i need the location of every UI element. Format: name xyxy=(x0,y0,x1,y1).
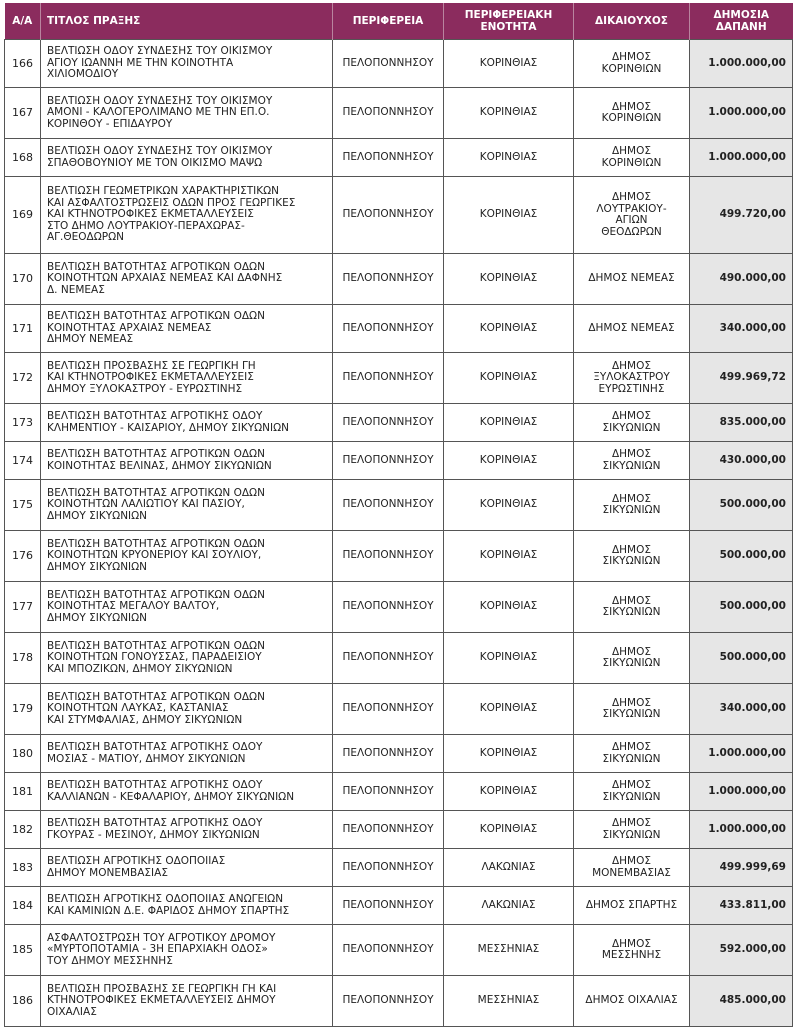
project-title-line: ΒΕΛΤΙΩΣΗ ΠΡΟΣΒΑΣΗΣ ΣΕ ΓΕΩΡΓΙΚΗ ΓΗ ΚΑΙ xyxy=(47,982,277,995)
table-row xyxy=(5,735,793,773)
project-title xyxy=(41,88,333,139)
regional-unit-cell: ΚΟΡΙΝΘΙΑΣ xyxy=(444,633,574,684)
region-cell: ΠΕΛΟΠΟΝΝΗΣΟΥ xyxy=(333,925,444,976)
project-title xyxy=(41,442,333,480)
beneficiary-cell xyxy=(574,177,690,254)
project-title-line: ΤΟΥ ΔΗΜΟΥ ΜΕΣΣΗΝΗΣ xyxy=(47,954,173,967)
beneficiary-line: ΣΙΚΥΩΝΙΩΝ xyxy=(602,708,661,720)
project-title-line: ΒΕΛΤΙΩΣΗ ΒΑΤΟΤΗΤΑΣ ΑΓΡΟΤΙΚΩΝ ΟΔΩΝ xyxy=(47,486,265,499)
beneficiary-line: ΜΟΝΕΜΒΑΣΙΑΣ xyxy=(592,866,671,879)
beneficiary-line: ΕΥΡΩΣΤΙΝΗΣ xyxy=(598,382,665,395)
public-cost-cell: 1.000.000,00 xyxy=(690,811,793,849)
header-regional-unit xyxy=(444,3,574,40)
beneficiary-cell xyxy=(574,531,690,582)
table-row xyxy=(5,40,793,88)
project-title-line: ΚΑΙ ΚΑΜΙΝΙΩΝ Δ.Ε. ΦΑΡΙΔΟΣ ΔΗΜΟΥ ΣΠΑΡΤΗΣ xyxy=(47,904,290,917)
project-title-line: ΑΓ.ΘΕΟΔΩΡΩΝ xyxy=(47,231,124,244)
header-aa: Α/Α xyxy=(5,3,41,40)
document-page xyxy=(4,3,792,1027)
beneficiary-cell xyxy=(574,480,690,531)
beneficiary-line: ΔΗΜΟΣ xyxy=(611,543,652,556)
beneficiary-cell xyxy=(574,404,690,442)
table-header-row xyxy=(5,3,793,40)
public-cost-cell: 499.969,72 xyxy=(690,353,793,404)
project-title-line: ΒΕΛΤΙΩΣΗ ΟΔΟΥ ΣΥΝΔΕΣΗΣ ΤΟΥ ΟΙΚΙΣΜΟΥ xyxy=(47,145,273,157)
project-title xyxy=(41,254,333,305)
project-title-line: ΒΕΛΤΙΩΣΗ ΟΔΟΥ ΣΥΝΔΕΣΗΣ ΤΟΥ ΟΙΚΙΣΜΟΥ xyxy=(47,94,273,107)
beneficiary-line: ΑΓΙΩΝ xyxy=(615,214,648,226)
row-number: 179 xyxy=(5,684,41,735)
table-row xyxy=(5,887,793,925)
table-row xyxy=(5,480,793,531)
project-title xyxy=(41,582,333,633)
beneficiary-line: ΔΗΜΟΣ xyxy=(611,100,652,113)
beneficiary-cell xyxy=(574,976,690,1027)
region-cell: ΠΕΛΟΠΟΝΝΗΣΟΥ xyxy=(333,531,444,582)
beneficiary-cell xyxy=(574,88,690,139)
public-cost-cell: 340.000,00 xyxy=(690,305,793,353)
regional-unit-cell: ΚΟΡΙΝΘΙΑΣ xyxy=(444,442,574,480)
project-title-line: ΒΕΛΤΙΩΣΗ ΑΓΡΟΤΙΚΗΣ ΟΔΟΠΟΙΙΑΣ ΑΝΩΓΕΙΩΝ xyxy=(47,893,284,905)
public-cost-cell: 1.000.000,00 xyxy=(690,139,793,177)
beneficiary-line: ΔΗΜΟΣ xyxy=(611,645,652,658)
beneficiary-line: ΔΗΜΟΣ xyxy=(611,817,652,829)
public-cost-cell: 499.720,00 xyxy=(690,177,793,254)
project-title-line: ΒΕΛΤΙΩΣΗ ΟΔΟΥ ΣΥΝΔΕΣΗΣ ΤΟΥ ΟΙΚΙΣΜΟΥ xyxy=(47,45,273,58)
region-cell: ΠΕΛΟΠΟΝΝΗΣΟΥ xyxy=(333,633,444,684)
beneficiary-line: ΣΙΚΥΩΝΙΩΝ xyxy=(602,555,661,567)
project-title-line: ΚΑΙ ΜΠΟΖΙΚΩΝ, ΔΗΜΟΥ ΣΙΚΥΩΝΙΩΝ xyxy=(47,662,233,675)
beneficiary-line: ΞΥΛΟΚΑΣΤΡΟΥ xyxy=(593,371,670,384)
table-row xyxy=(5,531,793,582)
region-cell: ΠΕΛΟΠΟΝΝΗΣΟΥ xyxy=(333,139,444,177)
region-cell: ΠΕΛΟΠΟΝΝΗΣΟΥ xyxy=(333,735,444,773)
region-cell: ΠΕΛΟΠΟΝΝΗΣΟΥ xyxy=(333,353,444,404)
beneficiary-line: ΔΗΜΟΣ xyxy=(611,594,652,607)
regional-unit-cell: ΚΟΡΙΝΘΙΑΣ xyxy=(444,582,574,633)
project-title-line: ΚΑΙ ΣΤΥΜΦΑΛΙΑΣ, ΔΗΜΟΥ ΣΙΚΥΩΝΙΩΝ xyxy=(47,713,243,726)
projects-table xyxy=(4,3,793,1027)
project-title-line: ΒΕΛΤΙΩΣΗ ΒΑΤΟΤΗΤΑΣ ΑΓΡΟΤΙΚΗΣ ΟΔΟΥ xyxy=(47,779,263,791)
public-cost-cell: 500.000,00 xyxy=(690,633,793,684)
beneficiary-line: ΚΟΡΙΝΘΙΩΝ xyxy=(601,156,662,169)
header-regional-unit-line: ΕΝΟΤΗΤΑ xyxy=(480,21,537,33)
row-number: 176 xyxy=(5,531,41,582)
row-number: 185 xyxy=(5,925,41,976)
beneficiary-cell xyxy=(574,925,690,976)
beneficiary-line: ΔΗΜΟΣ xyxy=(611,448,652,460)
project-title-line: ΣΤΟ ΔΗΜΟ ΛΟΥΤΡΑΚΙΟΥ-ΠΕΡΑΧΩΡΑΣ- xyxy=(47,219,245,232)
row-number: 174 xyxy=(5,442,41,480)
project-title xyxy=(41,404,333,442)
beneficiary-line: ΔΗΜΟΣ ΝΕΜΕΑΣ xyxy=(588,321,675,334)
table-body xyxy=(5,40,793,1027)
row-number: 166 xyxy=(5,40,41,88)
beneficiary-line: ΣΙΚΥΩΝΙΩΝ xyxy=(602,606,661,618)
beneficiary-line: ΔΗΜΟΣ xyxy=(611,51,652,63)
beneficiary-line: ΔΗΜΟΣ ΣΠΑΡΤΗΣ xyxy=(585,898,678,911)
row-number: 186 xyxy=(5,976,41,1027)
row-number: 168 xyxy=(5,139,41,177)
beneficiary-line: ΣΙΚΥΩΝΙΩΝ xyxy=(602,752,661,765)
project-title-line: ΑΓΙΟΥ ΙΩΑΝΝΗ ΜΕ ΤΗΝ ΚΟΙΝΟΤΗΤΑ xyxy=(47,56,234,69)
project-title-line: ΑΜΟΝΙ - ΚΑΛΟΓΕΡΟΛΙΜΑΝΟ ΜΕ ΤΗΝ ΕΠ.Ο. xyxy=(47,106,270,119)
beneficiary-cell xyxy=(574,305,690,353)
regional-unit-cell: ΛΑΚΩΝΙΑΣ xyxy=(444,887,574,925)
region-cell: ΠΕΛΟΠΟΝΝΗΣΟΥ xyxy=(333,811,444,849)
project-title-line: ΒΕΛΤΙΩΣΗ ΒΑΤΟΤΗΤΑΣ ΑΓΡΟΤΙΚΩΝ ΟΔΩΝ xyxy=(47,588,265,601)
project-title-line: ΚΑΙ ΚΤΗΝΟΤΡΟΦΙΚΕΣ ΕΚΜΕΤΑΛΛΕΥΣΕΙΣ xyxy=(47,371,254,384)
project-title-line: ΔΗΜΟΥ ΣΙΚΥΩΝΙΩΝ xyxy=(47,509,148,522)
project-title xyxy=(41,684,333,735)
public-cost-cell: 1.000.000,00 xyxy=(690,735,793,773)
table-row xyxy=(5,404,793,442)
public-cost-cell: 592.000,00 xyxy=(690,925,793,976)
beneficiary-cell xyxy=(574,40,690,88)
beneficiary-line: ΣΙΚΥΩΝΙΩΝ xyxy=(602,421,661,434)
beneficiary-line: ΔΗΜΟΣ xyxy=(611,855,652,867)
regional-unit-cell: ΚΟΡΙΝΘΙΑΣ xyxy=(444,177,574,254)
row-number: 184 xyxy=(5,887,41,925)
public-cost-cell: 433.811,00 xyxy=(690,887,793,925)
project-title-line: ΚΟΙΝΟΤΗΤΑΣ ΜΕΓΑΛΟΥ ΒΑΛΤΟΥ, xyxy=(47,600,220,613)
beneficiary-line: ΣΙΚΥΩΝΙΩΝ xyxy=(602,657,661,669)
public-cost-cell: 490.000,00 xyxy=(690,254,793,305)
region-cell: ΠΕΛΟΠΟΝΝΗΣΟΥ xyxy=(333,40,444,88)
row-number: 171 xyxy=(5,305,41,353)
project-title xyxy=(41,735,333,773)
row-number: 169 xyxy=(5,177,41,254)
project-title-line: ΚΟΙΝΟΤΗΤΩΝ ΛΑΥΚΑΣ, ΚΑΣΤΑΝΙΑΣ xyxy=(47,702,229,715)
header-regional-unit-line: ΠΕΡΙΦΕΡΕΙΑΚΗ xyxy=(464,9,553,21)
project-title-line: ΟΙΧΑΛΙΑΣ xyxy=(47,1005,97,1018)
table-row xyxy=(5,925,793,976)
project-title-line: ΒΕΛΤΙΩΣΗ ΑΓΡΟΤΙΚΗΣ ΟΔΟΠΟΙΙΑΣ xyxy=(47,855,226,867)
project-title-line: Δ. ΝΕΜΕΑΣ xyxy=(47,283,105,296)
region-cell: ΠΕΛΟΠΟΝΝΗΣΟΥ xyxy=(333,404,444,442)
beneficiary-line: ΔΗΜΟΣ xyxy=(611,359,652,372)
project-title xyxy=(41,773,333,811)
table-row xyxy=(5,88,793,139)
row-number: 178 xyxy=(5,633,41,684)
beneficiary-line: ΔΗΜΟΣ xyxy=(611,191,652,203)
region-cell: ΠΕΛΟΠΟΝΝΗΣΟΥ xyxy=(333,442,444,480)
project-title xyxy=(41,139,333,177)
table-row xyxy=(5,976,793,1027)
region-cell: ΠΕΛΟΠΟΝΝΗΣΟΥ xyxy=(333,582,444,633)
table-row xyxy=(5,849,793,887)
project-title xyxy=(41,925,333,976)
row-number: 177 xyxy=(5,582,41,633)
project-title-line: ΒΕΛΤΙΩΣΗ ΒΑΤΟΤΗΤΑΣ ΑΓΡΟΤΙΚΩΝ ΟΔΩΝ xyxy=(47,690,265,703)
header-public-cost-line: ΔΗΜΟΣΙΑ xyxy=(713,9,769,21)
project-title-line: ΚΟΙΝΟΤΗΤΩΝ ΚΡΥΟΝΕΡΙΟΥ ΚΑΙ ΣΟΥΛΙΟΥ, xyxy=(47,549,262,562)
row-number: 183 xyxy=(5,849,41,887)
public-cost-cell: 499.999,69 xyxy=(690,849,793,887)
regional-unit-cell: ΚΟΡΙΝΘΙΑΣ xyxy=(444,305,574,353)
project-title xyxy=(41,480,333,531)
table-row xyxy=(5,811,793,849)
project-title xyxy=(41,887,333,925)
region-cell: ΠΕΛΟΠΟΝΝΗΣΟΥ xyxy=(333,88,444,139)
regional-unit-cell: ΚΟΡΙΝΘΙΑΣ xyxy=(444,735,574,773)
beneficiary-line: ΔΗΜΟΣ xyxy=(611,696,652,709)
regional-unit-cell: ΜΕΣΣΗΝΙΑΣ xyxy=(444,976,574,1027)
beneficiary-line: ΔΗΜΟΣ xyxy=(611,492,652,505)
table-row xyxy=(5,684,793,735)
project-title xyxy=(41,811,333,849)
project-title-line: ΒΕΛΤΙΩΣΗ ΒΑΤΟΤΗΤΑΣ ΑΓΡΟΤΙΚΗΣ ΟΔΟΥ xyxy=(47,410,263,422)
header-public-cost xyxy=(690,3,793,40)
table-row xyxy=(5,442,793,480)
project-title xyxy=(41,849,333,887)
project-title-line: ΒΕΛΤΙΩΣΗ ΓΕΩΜΕΤΡΙΚΩΝ ΧΑΡΑΚΤΗΡΙΣΤΙΚΩΝ xyxy=(47,185,279,198)
project-title-line: ΜΟΣΙΑΣ - ΜΑΤΙΟΥ, ΔΗΜΟΥ ΣΙΚΥΩΝΙΩΝ xyxy=(47,752,246,765)
project-title-line: ΚΟΙΝΟΤΗΤΩΝ ΛΑΛΙΩΤΙΟΥ ΚΑΙ ΠΑΣΙΟΥ, xyxy=(47,498,245,511)
public-cost-cell: 1.000.000,00 xyxy=(690,40,793,88)
beneficiary-line: ΚΟΡΙΝΘΙΩΝ xyxy=(601,62,662,75)
project-title-line: ΒΕΛΤΙΩΣΗ ΒΑΤΟΤΗΤΑΣ ΑΓΡΟΤΙΚΩΝ ΟΔΩΝ xyxy=(47,639,265,652)
table-row xyxy=(5,254,793,305)
beneficiary-line: ΔΗΜΟΣ xyxy=(611,937,652,950)
project-title xyxy=(41,633,333,684)
project-title-line: «ΜΥΡΤΟΠΟΤΑΜΙΑ - 3Η ΕΠΑΡΧΙΑΚΗ ΟΔΟΣ» xyxy=(47,943,268,956)
table-row xyxy=(5,177,793,254)
beneficiary-line: ΣΙΚΥΩΝΙΩΝ xyxy=(602,790,661,803)
row-number: 167 xyxy=(5,88,41,139)
beneficiary-line: ΔΗΜΟΣ ΝΕΜΕΑΣ xyxy=(588,272,675,285)
project-title-line: ΔΗΜΟΥ ΝΕΜΕΑΣ xyxy=(47,333,134,346)
beneficiary-line: ΘΕΟΔΩΡΩΝ xyxy=(601,225,662,238)
project-title-line: ΚΟΙΝΟΤΗΤΩΝ ΑΡΧΑΙΑΣ ΝΕΜΕΑΣ ΚΑΙ ΔΑΦΝΗΣ xyxy=(47,272,283,285)
project-title-line: ΚΑΛΛΙΑΝΩΝ - ΚΕΦΑΛΑΡΙΟΥ, ΔΗΜΟΥ ΣΙΚΥΩΝΙΩΝ xyxy=(47,790,295,803)
project-title xyxy=(41,40,333,88)
beneficiary-line: ΜΕΣΣΗΝΗΣ xyxy=(601,949,662,961)
project-title-line: ΚΟΙΝΟΤΗΤΑΣ ΒΕΛΙΝΑΣ, ΔΗΜΟΥ ΣΙΚΥΩΝΙΩΝ xyxy=(47,459,272,472)
public-cost-cell: 500.000,00 xyxy=(690,582,793,633)
region-cell: ΠΕΛΟΠΟΝΝΗΣΟΥ xyxy=(333,976,444,1027)
beneficiary-line: ΛΟΥΤΡΑΚΙΟΥ- xyxy=(596,202,667,215)
beneficiary-line: ΔΗΜΟΣ ΟΙΧΑΛΙΑΣ xyxy=(585,994,678,1007)
row-number: 172 xyxy=(5,353,41,404)
beneficiary-line: ΔΗΜΟΣ xyxy=(611,741,652,753)
beneficiary-cell xyxy=(574,849,690,887)
regional-unit-cell: ΚΟΡΙΝΘΙΑΣ xyxy=(444,40,574,88)
public-cost-cell: 1.000.000,00 xyxy=(690,773,793,811)
beneficiary-cell xyxy=(574,811,690,849)
public-cost-cell: 835.000,00 xyxy=(690,404,793,442)
project-title-line: ΒΕΛΤΙΩΣΗ ΒΑΤΟΤΗΤΑΣ ΑΓΡΟΤΙΚΩΝ ΟΔΩΝ xyxy=(47,448,265,460)
project-title-line: ΚΤΗΝΟΤΡΟΦΙΚΕΣ ΕΚΜΕΤΑΛΛΕΥΣΕΙΣ ΔΗΜΟΥ xyxy=(47,994,276,1007)
project-title-line: ΒΕΛΤΙΩΣΗ ΒΑΤΟΤΗΤΑΣ ΑΓΡΟΤΙΚΩΝ ΟΔΩΝ xyxy=(47,537,265,550)
project-title xyxy=(41,177,333,254)
beneficiary-cell xyxy=(574,442,690,480)
project-title-line: ΧΙΛΙΟΜΟΔΙΟΥ xyxy=(47,68,119,81)
region-cell: ΠΕΛΟΠΟΝΝΗΣΟΥ xyxy=(333,849,444,887)
beneficiary-cell xyxy=(574,139,690,177)
project-title-line: ΚΟΙΝΟΤΗΤΑΣ ΑΡΧΑΙΑΣ ΝΕΜΕΑΣ xyxy=(47,321,212,334)
project-title-line: ΓΚΟΥΡΑΣ - ΜΕΣΙΝΟΥ, ΔΗΜΟΥ ΣΙΚΥΩΝΙΩΝ xyxy=(47,828,260,841)
region-cell: ΠΕΛΟΠΟΝΝΗΣΟΥ xyxy=(333,177,444,254)
header-beneficiary: ΔΙΚΑΙΟΥΧΟΣ xyxy=(574,3,690,40)
project-title xyxy=(41,305,333,353)
project-title xyxy=(41,353,333,404)
regional-unit-cell: ΚΟΡΙΝΘΙΑΣ xyxy=(444,480,574,531)
header-region: ΠΕΡΙΦΕΡΕΙΑ xyxy=(333,3,444,40)
region-cell: ΠΕΛΟΠΟΝΝΗΣΟΥ xyxy=(333,684,444,735)
project-title-line: ΚΟΙΝΟΤΗΤΩΝ ΓΟΝΟΥΣΣΑΣ, ΠΑΡΑΔΕΙΣΙΟΥ xyxy=(47,651,262,664)
table-row xyxy=(5,139,793,177)
public-cost-cell: 1.000.000,00 xyxy=(690,88,793,139)
project-title-line: ΒΕΛΤΙΩΣΗ ΒΑΤΟΤΗΤΑΣ ΑΓΡΟΤΙΚΩΝ ΟΔΩΝ xyxy=(47,310,265,323)
row-number: 170 xyxy=(5,254,41,305)
project-title-line: ΔΗΜΟΥ ΣΙΚΥΩΝΙΩΝ xyxy=(47,560,148,573)
row-number: 173 xyxy=(5,404,41,442)
header-title: ΤΙΤΛΟΣ ΠΡΑΞΗΣ xyxy=(41,3,333,40)
project-title-line: ΒΕΛΤΙΩΣΗ ΒΑΤΟΤΗΤΑΣ ΑΓΡΟΤΙΚΩΝ ΟΔΩΝ xyxy=(47,260,265,273)
header-public-cost-line: ΔΑΠΑΝΗ xyxy=(715,21,767,33)
region-cell: ΠΕΛΟΠΟΝΝΗΣΟΥ xyxy=(333,480,444,531)
project-title-line: ΚΑΙ ΑΣΦΑΛΤΟΣΤΡΩΣΕΙΣ ΟΔΩΝ ΠΡΟΣ ΓΕΩΡΓΙΚΕΣ xyxy=(47,196,296,209)
table-row xyxy=(5,633,793,684)
table-row xyxy=(5,353,793,404)
public-cost-cell: 485.000,00 xyxy=(690,976,793,1027)
row-number: 181 xyxy=(5,773,41,811)
beneficiary-cell xyxy=(574,582,690,633)
project-title-line: ΒΕΛΤΙΩΣΗ ΒΑΤΟΤΗΤΑΣ ΑΓΡΟΤΙΚΗΣ ΟΔΟΥ xyxy=(47,817,263,829)
beneficiary-cell xyxy=(574,773,690,811)
public-cost-cell: 340.000,00 xyxy=(690,684,793,735)
regional-unit-cell: ΚΟΡΙΝΘΙΑΣ xyxy=(444,531,574,582)
row-number: 175 xyxy=(5,480,41,531)
table-row xyxy=(5,305,793,353)
region-cell: ΠΕΛΟΠΟΝΝΗΣΟΥ xyxy=(333,887,444,925)
row-number: 182 xyxy=(5,811,41,849)
project-title xyxy=(41,976,333,1027)
project-title-line: ΚΑΙ ΚΤΗΝΟΤΡΟΦΙΚΕΣ ΕΚΜΕΤΑΛΛΕΥΣΕΙΣ xyxy=(47,208,254,221)
beneficiary-line: ΣΙΚΥΩΝΙΩΝ xyxy=(602,828,661,841)
table-row xyxy=(5,773,793,811)
region-cell: ΠΕΛΟΠΟΝΝΗΣΟΥ xyxy=(333,254,444,305)
beneficiary-line: ΚΟΡΙΝΘΙΩΝ xyxy=(601,112,662,124)
beneficiary-line: ΔΗΜΟΣ xyxy=(611,145,652,157)
project-title-line: ΒΕΛΤΙΩΣΗ ΠΡΟΣΒΑΣΗΣ ΣΕ ΓΕΩΡΓΙΚΗ ΓΗ xyxy=(47,359,256,372)
beneficiary-cell xyxy=(574,633,690,684)
beneficiary-line: ΣΙΚΥΩΝΙΩΝ xyxy=(602,459,661,472)
table-row xyxy=(5,582,793,633)
regional-unit-cell: ΚΟΡΙΝΘΙΑΣ xyxy=(444,353,574,404)
project-title-line: ΚΟΡΙΝΘΟΥ - ΕΠΙΔΑΥΡΟΥ xyxy=(47,117,173,130)
project-title-line: ΚΛΗΜΕΝΤΙΟΥ - ΚΑΙΣΑΡΙΟΥ, ΔΗΜΟΥ ΣΙΚΥΩΝΙΩΝ xyxy=(47,421,289,434)
beneficiary-line: ΣΙΚΥΩΝΙΩΝ xyxy=(602,504,661,516)
beneficiary-cell xyxy=(574,254,690,305)
beneficiary-line: ΔΗΜΟΣ xyxy=(611,779,652,791)
row-number: 180 xyxy=(5,735,41,773)
beneficiary-cell xyxy=(574,353,690,404)
regional-unit-cell: ΚΟΡΙΝΘΙΑΣ xyxy=(444,139,574,177)
public-cost-cell: 430.000,00 xyxy=(690,442,793,480)
beneficiary-cell xyxy=(574,735,690,773)
regional-unit-cell: ΛΑΚΩΝΙΑΣ xyxy=(444,849,574,887)
regional-unit-cell: ΚΟΡΙΝΘΙΑΣ xyxy=(444,254,574,305)
project-title-line: ΣΠΑΘΟΒΟΥΝΙΟΥ ΜΕ ΤΟΝ ΟΙΚΙΣΜΟ ΜΑΨΩ xyxy=(47,156,263,169)
beneficiary-line: ΔΗΜΟΣ xyxy=(611,410,652,422)
public-cost-cell: 500.000,00 xyxy=(690,531,793,582)
regional-unit-cell: ΚΟΡΙΝΘΙΑΣ xyxy=(444,811,574,849)
public-cost-cell: 500.000,00 xyxy=(690,480,793,531)
beneficiary-cell xyxy=(574,887,690,925)
region-cell: ΠΕΛΟΠΟΝΝΗΣΟΥ xyxy=(333,305,444,353)
project-title xyxy=(41,531,333,582)
project-title-line: ΔΗΜΟΥ ΜΟΝΕΜΒΑΣΙΑΣ xyxy=(47,866,168,879)
regional-unit-cell: ΚΟΡΙΝΘΙΑΣ xyxy=(444,773,574,811)
regional-unit-cell: ΚΟΡΙΝΘΙΑΣ xyxy=(444,684,574,735)
regional-unit-cell: ΜΕΣΣΗΝΙΑΣ xyxy=(444,925,574,976)
project-title-line: ΔΗΜΟΥ ΞΥΛΟΚΑΣΤΡΟΥ - ΕΥΡΩΣΤΙΝΗΣ xyxy=(47,382,243,395)
project-title-line: ΑΣΦΑΛΤΟΣΤΡΩΣΗ ΤΟΥ ΑΓΡΟΤΙΚΟΥ ΔΡΟΜΟΥ xyxy=(47,931,276,944)
regional-unit-cell: ΚΟΡΙΝΘΙΑΣ xyxy=(444,88,574,139)
beneficiary-cell xyxy=(574,684,690,735)
region-cell: ΠΕΛΟΠΟΝΝΗΣΟΥ xyxy=(333,773,444,811)
project-title-line: ΒΕΛΤΙΩΣΗ ΒΑΤΟΤΗΤΑΣ ΑΓΡΟΤΙΚΗΣ ΟΔΟΥ xyxy=(47,741,263,753)
project-title-line: ΔΗΜΟΥ ΣΙΚΥΩΝΙΩΝ xyxy=(47,611,148,624)
regional-unit-cell: ΚΟΡΙΝΘΙΑΣ xyxy=(444,404,574,442)
